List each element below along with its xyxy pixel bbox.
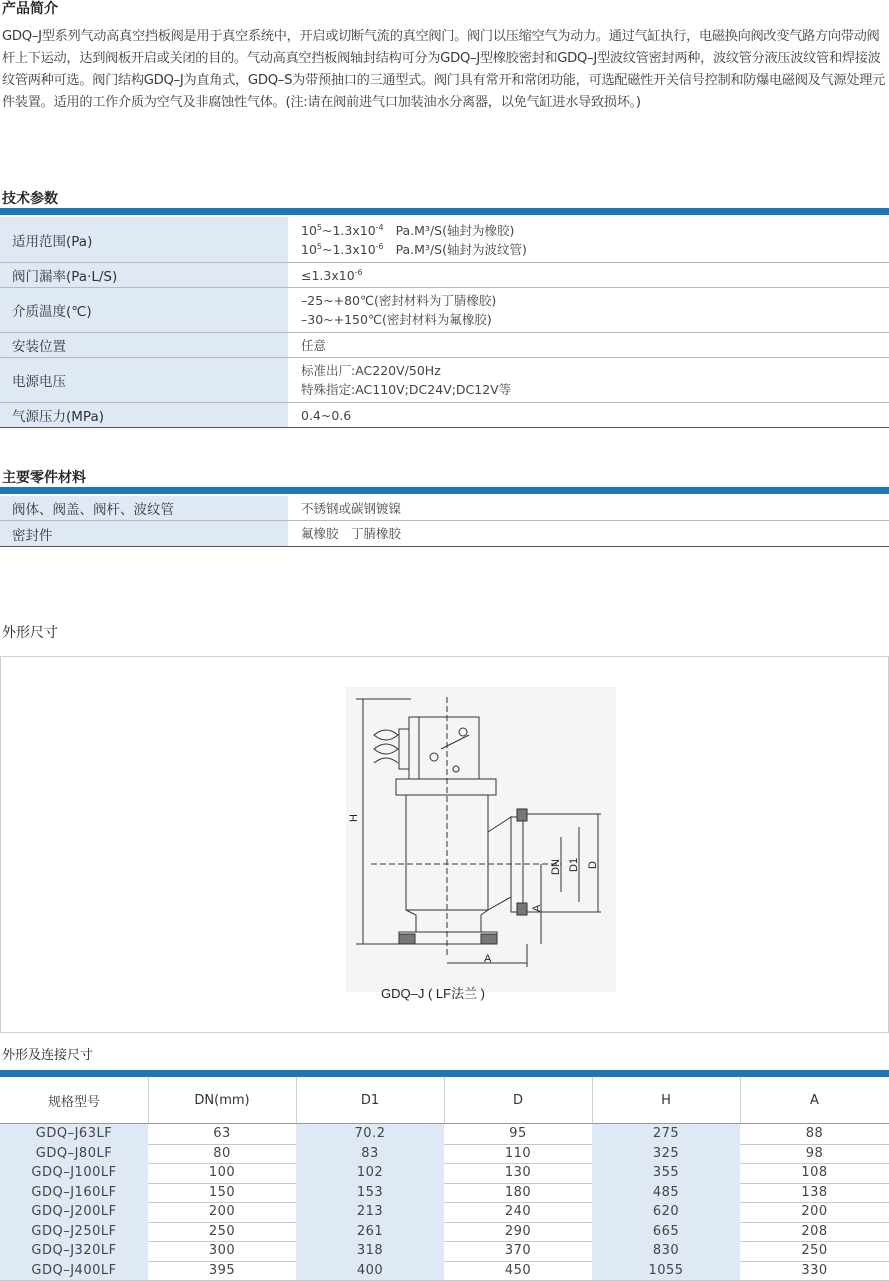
cell-d1: 261: [296, 1222, 444, 1242]
header-d: D: [512, 1092, 523, 1108]
cell-d1: 213: [296, 1202, 444, 1222]
cell-d: 240: [504, 1204, 532, 1220]
dim-label-A-vertical: A: [531, 904, 543, 912]
tech-row-install: [0, 333, 889, 358]
drawing-caption: GDQ–J ( LF法兰 ): [381, 986, 486, 1001]
cell-a: 138: [801, 1184, 828, 1200]
cell-dn: 395: [208, 1262, 236, 1278]
parts-label-seal: 密封件: [0, 521, 288, 546]
parts-header-bar: [0, 487, 889, 494]
dims-header-row: [0, 1077, 889, 1124]
cell-a: 88: [805, 1126, 824, 1142]
cell-model: GDQ–J80LF: [0, 1144, 148, 1164]
cell-a: 98: [805, 1145, 824, 1161]
cell-dn: 300: [208, 1243, 236, 1259]
parts-row-body: [0, 496, 889, 521]
tech-row-power: [0, 358, 889, 403]
cell-model: GDQ–J100LF: [0, 1163, 148, 1183]
cell-h: 325: [592, 1144, 740, 1164]
tech-header-bar: [0, 208, 889, 215]
cell-model: GDQ–J63LF: [0, 1124, 148, 1144]
range-line-2: $10^5\sim 1.3x10^{-6}$ Pa.M³/S(轴封为波纹管): [301, 241, 527, 257]
cell-d1: 102: [296, 1163, 444, 1183]
cell-dn: 100: [208, 1165, 236, 1181]
temp-line-2: –30~+150℃(密封材料为氟橡胶): [301, 312, 492, 327]
dims-section-title: 外形及连接尺寸: [2, 1048, 94, 1063]
cell-h: 485: [592, 1183, 740, 1203]
tech-row-leak: [0, 263, 889, 288]
table-row: [0, 1222, 889, 1243]
cell-d1: 70.2: [296, 1124, 444, 1144]
cell-model: GDQ–J400LF: [0, 1261, 148, 1281]
cell-model: GDQ–J320LF: [0, 1241, 148, 1261]
table-row: [0, 1202, 889, 1223]
tech-label-install: 安装位置: [0, 333, 288, 357]
tech-value-power: [289, 358, 889, 402]
cell-h: 1055: [592, 1261, 740, 1281]
cell-d: 110: [504, 1145, 532, 1161]
tech-row-range: [0, 217, 889, 263]
intro-title: 产品简介: [2, 1, 58, 17]
cell-dn: 150: [208, 1184, 236, 1200]
cell-h: 665: [592, 1222, 740, 1242]
header-h: H: [661, 1092, 671, 1108]
range-line-1: $10^5\sim 1.3x10^{-4}$ Pa.M³/S(轴封为橡胶): [301, 222, 515, 238]
dim-label-DN: DN: [550, 859, 562, 875]
parts-value-body: 不锈钢或碳钢镀镍: [301, 500, 402, 516]
cell-model: GDQ–J250LF: [0, 1222, 148, 1242]
header-model: 规格型号: [47, 1094, 100, 1110]
header-d1: D1: [360, 1092, 380, 1108]
cell-dn: 80: [213, 1145, 231, 1161]
table-row: [0, 1241, 889, 1262]
cell-h: 620: [592, 1202, 740, 1222]
header-a: A: [810, 1092, 819, 1108]
drawing-panel: [0, 656, 889, 1033]
cell-dn: 200: [208, 1204, 236, 1220]
table-row: [0, 1183, 889, 1204]
bonnet-flange: [396, 779, 496, 795]
valve-drawing: [1, 657, 888, 1032]
parts-section-title: 主要零件材料: [2, 470, 86, 486]
cell-d: 180: [504, 1184, 532, 1200]
tech-label-power: 电源电压: [0, 358, 288, 402]
tech-value-temp: [289, 288, 889, 332]
tech-value-air: 0.4~0.6: [301, 407, 352, 423]
cell-d1: 153: [296, 1183, 444, 1203]
cell-h: 830: [592, 1241, 740, 1261]
dim-label-D1: D1: [568, 857, 580, 872]
parts-value-seal: 氟橡胶 丁腈橡胶: [301, 526, 402, 541]
tech-label-leak: 阀门漏率(Pa·L/S): [0, 263, 288, 287]
power-line-1: 标准出厂:AC220V/50Hz: [301, 363, 441, 378]
cell-d: 370: [504, 1243, 532, 1259]
tech-value-install: 任意: [301, 337, 327, 353]
power-line-2: 特殊指定:AC110V;DC24V;DC12V等: [301, 382, 512, 397]
cell-a: 208: [801, 1223, 828, 1239]
table-row: [0, 1261, 889, 1281]
cell-a: 108: [801, 1165, 828, 1181]
parts-row-seal: [0, 521, 889, 547]
tech-label-temp: 介质温度(℃): [0, 288, 288, 332]
cell-dn: 63: [213, 1126, 231, 1142]
cell-d: 130: [504, 1165, 532, 1181]
outline-section-title: 外形尺寸: [2, 625, 58, 641]
cell-d1: 318: [296, 1241, 444, 1261]
cell-h: 355: [592, 1163, 740, 1183]
cell-d: 290: [504, 1223, 532, 1239]
tech-row-temp: [0, 288, 889, 333]
tech-section-title: 技术参数: [2, 191, 58, 207]
dim-label-A-horizontal: A: [484, 953, 492, 965]
table-row: [0, 1124, 889, 1145]
dim-label-D: D: [587, 861, 599, 869]
cell-dn: 250: [208, 1223, 236, 1239]
header-dn: DN(mm): [194, 1092, 250, 1108]
dim-label-H: H: [348, 814, 360, 822]
dims-header-bar: [0, 1070, 889, 1077]
cell-h: 275: [592, 1124, 740, 1144]
cell-d: 450: [504, 1262, 532, 1278]
tech-label-range: 适用范围(Pa): [0, 217, 288, 262]
cell-d: 95: [509, 1126, 527, 1142]
cell-model: GDQ–J200LF: [0, 1202, 148, 1222]
parts-label-body: 阀体、阀盖、阀杆、波纹管: [0, 496, 288, 520]
cell-a: 250: [801, 1243, 828, 1259]
tech-label-air: 气源压力(MPa): [0, 403, 288, 427]
intro-paragraph: GDQ–J型系列气动高真空挡板阀是用于真空系统中，开启或切断气流的真空阀门。阀门以压缩空气为动力。通过气缸执行，电磁换向阀改变气路方向带动阀杆上下运动，达到阀板开启或关闭的目的。气动高真空挡板阀轴封结构可分为GDQ–J型橡胶密封和GDQ–J型波纹管密封两种，波纹管分液压波纹管和焊接波纹管两种可选。阀门结构GDQ–J为直角式，GDQ–S为带预抽口的三通型式。阀门具有常开和常闭功能，可选配磁性开关信号控制和防爆电磁阀及气源处理元件装置。适用的工作介质为空气及非腐蚀性气体。(注:请在阀前进气口加装油水分离器，以免气缸进水导致损坏。): [2, 29, 885, 110]
cell-a: 200: [801, 1204, 828, 1220]
tech-row-air: [0, 403, 889, 428]
table-row: [0, 1163, 889, 1184]
tech-value-range: [289, 217, 889, 262]
coil-icon: [374, 730, 398, 763]
table-row: [0, 1144, 889, 1165]
cell-a: 330: [801, 1262, 828, 1278]
cell-d1: 400: [296, 1261, 444, 1281]
cell-d1: 83: [296, 1144, 444, 1164]
cell-model: GDQ–J160LF: [0, 1183, 148, 1203]
tech-value-leak: $\le 1.3x10^{-6}$: [301, 267, 363, 283]
temp-line-1: –25~+80℃(密封材料为丁腈橡胶): [301, 293, 497, 308]
